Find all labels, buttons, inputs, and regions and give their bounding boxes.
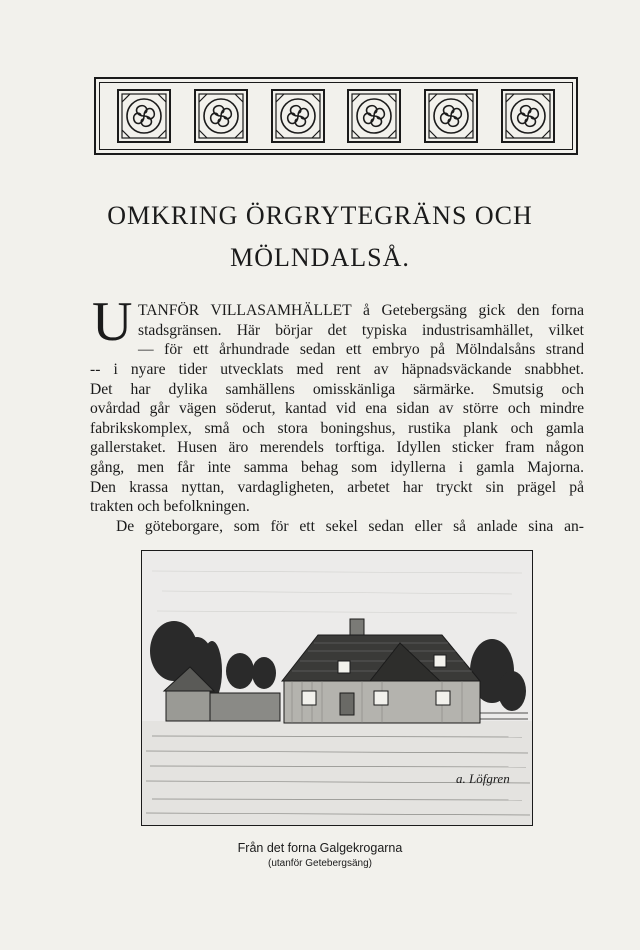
page-title-line-2: MÖLNDALSÅ. <box>230 243 410 272</box>
paragraph-line: gallerstaket. Husen äro merendels torftiga. Idyllen sticker fram någon <box>90 439 584 457</box>
figure-caption: Från det forna Galgekrogarna <box>237 841 403 855</box>
paragraph-line: ovårdad går vägen söderut, kantad vid ena sidan av större och mindre <box>90 400 584 418</box>
paragraph-1 <box>90 360 584 517</box>
intro-line: TANFÖR VILLASAMHÄLLET å Getebergsäng gick den forna <box>138 302 584 319</box>
intro-block <box>90 301 584 360</box>
paragraph-2 <box>90 517 584 537</box>
spiral-ornament-icon <box>423 88 479 144</box>
spiral-ornament-icon <box>116 88 172 144</box>
paragraph-line: trakten och befolkningen. <box>90 498 250 516</box>
spiral-ornament-icon <box>193 88 249 144</box>
spiral-ornament-icon <box>270 88 326 144</box>
figure-subcaption: (utanför Getebergsäng) <box>268 858 372 869</box>
paragraph-line: Det har dylika samhällens omisskänliga särmärke. Smutsig och <box>90 380 584 398</box>
drop-cap: U <box>92 291 133 353</box>
paragraph-line: Den krassa nyttan, vardagligheten, arbetet har tryckt sin prägel på <box>90 478 584 496</box>
paragraph-line: gång, men får inte samma behag som idyllerna i gamla Majorna. <box>90 458 584 476</box>
intro-line: — för ett århundrade sedan ett embryo på Mölndalsåns strand <box>138 341 584 359</box>
spiral-ornament-icon <box>500 88 556 144</box>
illustration <box>141 550 533 826</box>
farmhouse-illustration <box>142 551 533 826</box>
spiral-ornament-icon <box>346 88 402 144</box>
ornament-band <box>94 77 578 155</box>
page-title-line-1: OMKRING ÖRGRYTEGRÄNS OCH <box>107 201 533 230</box>
illustration-signature: a. Löfgren <box>456 771 510 786</box>
paragraph-line: -- i nyare tider utvecklats med rent av häpnadsväckande snabbhet. <box>90 361 584 378</box>
intro-line: stadsgränsen. Här börjar det typiska industrisamhället, vilket <box>138 321 584 339</box>
paragraph-line: fabrikskomplex, små och stora boningshus, rustika plank och gamla <box>90 419 584 437</box>
paragraph-line: De göteborgare, som för ett sekel sedan eller så anlade sina an- <box>116 518 584 535</box>
